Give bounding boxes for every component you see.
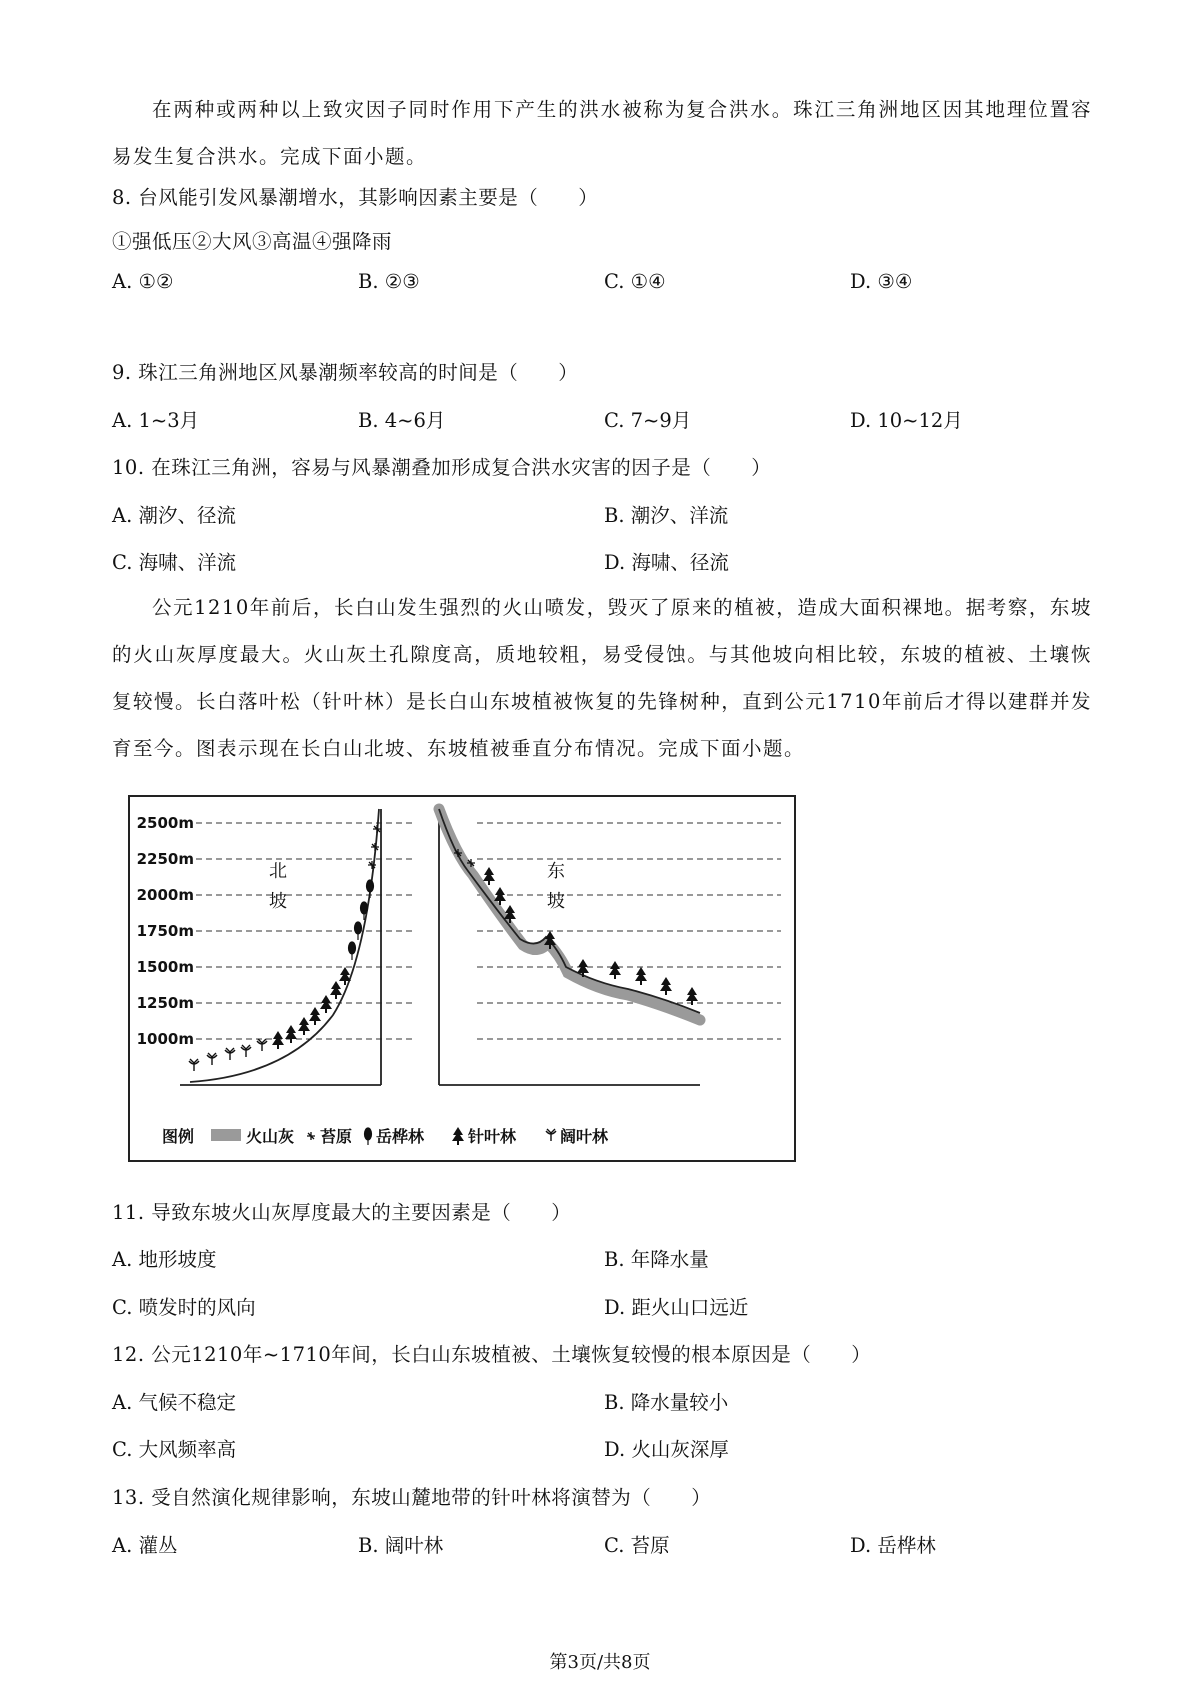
tick-2000: 2000m (136, 886, 194, 904)
legend-birch-icon (365, 1128, 372, 1145)
question-8-sub: ①强低压②大风③高温④强降雨 (112, 230, 393, 253)
north-label-1: 北 (269, 861, 287, 882)
conifer-tree-icon (309, 1007, 321, 1025)
east-label-1: 东 (547, 861, 565, 882)
conifer-tree-icon (609, 961, 621, 979)
q10-option-a: A. 潮汐、径流 (112, 504, 236, 527)
north-broadleaf-trees (189, 1039, 267, 1071)
north-label-2: 坡 (269, 891, 287, 912)
legend-conifer-label: 针叶林 (468, 1127, 517, 1146)
q9-option-b: B. 4~6月 (358, 409, 446, 432)
conifer-tree-icon (285, 1025, 297, 1043)
question-10-stem: 10. 在珠江三角洲，容易与风暴潮叠加形成复合洪水灾害的因子是（ ） (112, 456, 772, 479)
legend (162, 1127, 609, 1146)
east-slope-profile (439, 809, 700, 1013)
tundra-icon (371, 843, 379, 851)
q12-option-d: D. 火山灰深厚 (604, 1438, 729, 1461)
legend-ash-label: 火山灰 (246, 1127, 295, 1146)
question-9-stem: 9. 珠江三角洲地区风暴潮频率较高的时间是（ ） (112, 361, 579, 384)
tick-2250: 2250m (136, 850, 194, 868)
broadleaf-tree-icon (257, 1039, 267, 1051)
q11-option-b: B. 年降水量 (604, 1248, 709, 1271)
volcanic-ash-layer (439, 809, 700, 1020)
conifer-tree-icon (686, 987, 698, 1005)
conifer-tree-icon (483, 867, 495, 885)
tick-1000: 1000m (136, 1030, 194, 1048)
north-conifer-trees (272, 967, 351, 1049)
q11-option-a: A. 地形坡度 (112, 1248, 217, 1271)
legend-broadleaf-label: 阔叶林 (560, 1127, 609, 1146)
q13-option-b: B. 阔叶林 (358, 1534, 444, 1557)
legend-birch-label: 岳桦林 (376, 1127, 425, 1146)
legend-title: 图例 (162, 1127, 195, 1146)
legend-tundra-icon (307, 1132, 315, 1140)
question-12-stem: 12. 公元1210年~1710年间，长白山东坡植被、土壤恢复较慢的根本原因是（ ） (112, 1343, 872, 1366)
q8-option-c: C. ①④ (604, 270, 666, 293)
q12-option-a: A. 气候不稳定 (112, 1391, 236, 1414)
elevation-gridlines (196, 823, 781, 1039)
tick-1750: 1750m (136, 922, 194, 940)
q9-option-a: A. 1~3月 (112, 409, 200, 432)
q13-option-c: C. 苔原 (604, 1534, 670, 1557)
q10-option-d: D. 海啸、径流 (604, 551, 729, 574)
tundra-icon (373, 825, 381, 833)
q8-option-b: B. ②③ (358, 270, 420, 293)
q13-option-a: A. 灌丛 (112, 1534, 178, 1557)
q9-option-d: D. 10~12月 (850, 409, 963, 432)
q13-option-d: D. 岳桦林 (850, 1534, 936, 1557)
q9-option-c: C. 7~9月 (604, 409, 692, 432)
q12-option-c: C. 大风频率高 (112, 1438, 237, 1461)
question-11-stem: 11. 导致东坡火山灰厚度最大的主要因素是（ ） (112, 1201, 572, 1224)
q11-option-c: C. 喷发时的风向 (112, 1296, 256, 1319)
intro-paragraph-2: 公元1210年前后，长白山发生强烈的火山喷发，毁灭了原来的植被，造成大面积裸地。据考察，东坡的火山灰厚度最大。火山灰土孔隙度高，质地较粗，易受侵蚀。与其他坡向相比较，东坡的植被、土壤恢复较慢。长白落叶松（针叶林）是长白山东坡植被恢复的先锋树种，直到公元1710年前后才得以建群并发育至今。图表示现在长白山北坡、东坡植被垂直分布情况。完成下面小题。 (112, 596, 1092, 760)
broadleaf-tree-icon (225, 1048, 235, 1060)
birch-tree-icon (355, 922, 362, 940)
legend-broadleaf-icon (546, 1129, 556, 1141)
conifer-tree-icon (660, 977, 672, 995)
tick-1250: 1250m (136, 994, 194, 1012)
birch-tree-icon (349, 942, 356, 960)
q8-option-d: D. ③④ (850, 270, 913, 293)
broadleaf-tree-icon (241, 1045, 251, 1057)
vegetation-vertical-distribution-figure (128, 795, 796, 1162)
q8-option-a: A. ①② (112, 270, 174, 293)
page-footer: 第3页/共8页 (549, 1652, 651, 1673)
legend-tundra-label: 苔原 (320, 1127, 353, 1146)
broadleaf-tree-icon (189, 1059, 199, 1071)
q10-option-b: B. 潮汐、洋流 (604, 504, 729, 527)
legend-conifer-icon (452, 1127, 464, 1145)
conifer-tree-icon (272, 1031, 284, 1049)
question-13-stem: 13. 受自然演化规律影响，东坡山麓地带的针叶林将演替为（ ） (112, 1486, 712, 1509)
conifer-tree-icon (320, 995, 332, 1013)
conifer-tree-icon (635, 967, 647, 985)
q11-option-d: D. 距火山口远近 (604, 1296, 749, 1319)
tick-1500: 1500m (136, 958, 194, 976)
q10-option-c: C. 海啸、洋流 (112, 551, 237, 574)
north-birch-trees (349, 880, 374, 960)
intro-paragraph-1: 在两种或两种以上致灾因子同时作用下产生的洪水被称为复合洪水。珠江三角洲地区因其地理位置容易发生复合洪水。完成下面小题。 (112, 98, 1092, 168)
legend-ash-swatch (211, 1129, 241, 1141)
tick-2500: 2500m (136, 814, 194, 832)
q12-option-b: B. 降水量较小 (604, 1391, 729, 1414)
question-8-stem: 8. 台风能引发风暴潮增水，其影响因素主要是（ ） (112, 186, 599, 209)
conifer-tree-icon (298, 1017, 310, 1035)
conifer-tree-icon (330, 981, 342, 999)
broadleaf-tree-icon (207, 1053, 217, 1065)
east-label-2: 坡 (547, 891, 565, 912)
